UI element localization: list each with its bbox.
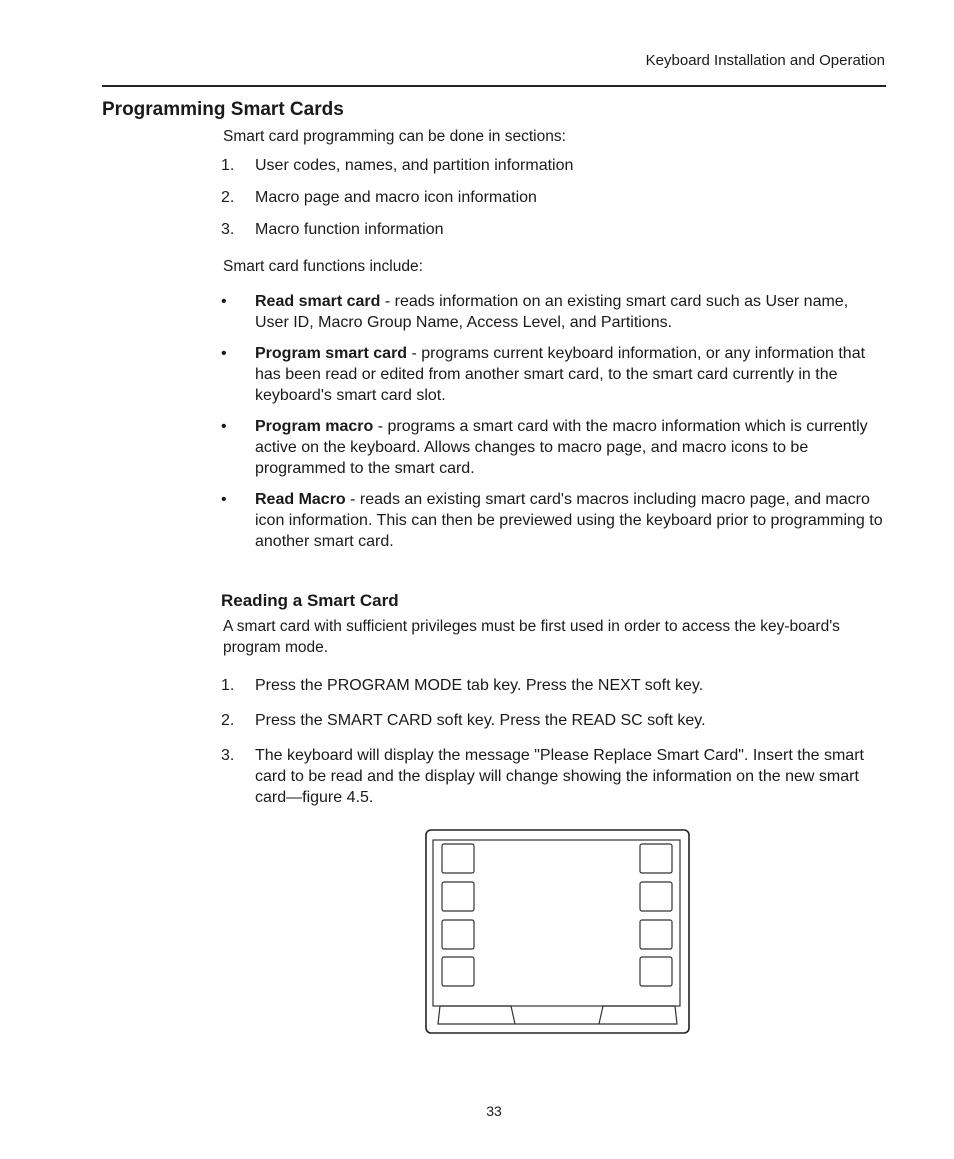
list-item-text: Macro function information: [255, 221, 444, 238]
list-number: 1.: [221, 157, 235, 174]
step-number: 2.: [221, 712, 235, 729]
running-header: Keyboard Installation and Operation: [645, 52, 885, 69]
step-item: [221, 746, 886, 808]
function-desc: - reads information on an existing smart card such as User name, User ID, Macro Group Name, Access Level, and Partitions.: [255, 293, 849, 331]
functions-intro: Smart card functions include:: [223, 258, 423, 275]
list-item: [221, 220, 886, 241]
function-term: Program smart card: [255, 345, 408, 362]
bullet-item: [221, 344, 886, 406]
list-item-text: Macro page and macro icon information: [255, 189, 537, 206]
step-item: [221, 711, 886, 732]
display-outer-frame: [426, 830, 689, 1033]
step-text: The keyboard will display the message "Please Replace Smart Card". Insert the smart card to be read and the display will change showing the information on the new smart card—figure 4.5.: [255, 747, 864, 806]
function-desc: - programs current keyboard information, or any information that has been read or edited from another smart card, to the smart card currently in the keyboard's smart card slot.: [255, 345, 866, 404]
list-item-text: User codes, names, and partition information: [255, 157, 574, 174]
bullet: •: [221, 293, 227, 310]
bullet: •: [221, 418, 227, 435]
step-text: Press the SMART CARD soft key. Press the READ SC soft key.: [255, 712, 706, 729]
subsection-intro: A smart card with sufficient privileges must be first used in order to access the key-board's program mode.: [223, 618, 840, 656]
step-number: 3.: [221, 747, 235, 764]
list-number: 2.: [221, 189, 235, 206]
subsection-title: Reading a Smart Card: [221, 591, 399, 610]
page-number: 33: [486, 1103, 502, 1119]
step-number: 1.: [221, 677, 235, 694]
section-intro: Smart card programming can be done in sections:: [223, 128, 566, 145]
bullet: •: [221, 345, 227, 362]
function-desc: - reads an existing smart card's macros including macro page, and macro icon information. This can then be previewed using the keyboard prior to programming to another smart card.: [255, 491, 883, 550]
step-text: Press the PROGRAM MODE tab key. Press the NEXT soft key.: [255, 677, 704, 694]
list-number: 3.: [221, 221, 235, 238]
function-term: Read Macro: [255, 491, 346, 508]
function-term: Program macro: [255, 418, 374, 435]
function-desc: - programs a smart card with the macro information which is currently active on the keyboard. Allows changes to macro page, and macro icons to be programmed to the smart card.: [255, 418, 868, 477]
section-title: Programming Smart Cards: [102, 99, 344, 120]
bullet-item: [221, 490, 886, 552]
bullet: •: [221, 491, 227, 508]
bullet-item: [221, 417, 886, 479]
bullet-item: [221, 292, 886, 334]
function-term: Read smart card: [255, 293, 381, 310]
header-rule: [102, 85, 886, 87]
list-item: [221, 156, 886, 177]
step-item: [221, 676, 886, 697]
keyboard-display-figure: [425, 829, 691, 1036]
list-item: [221, 188, 886, 209]
